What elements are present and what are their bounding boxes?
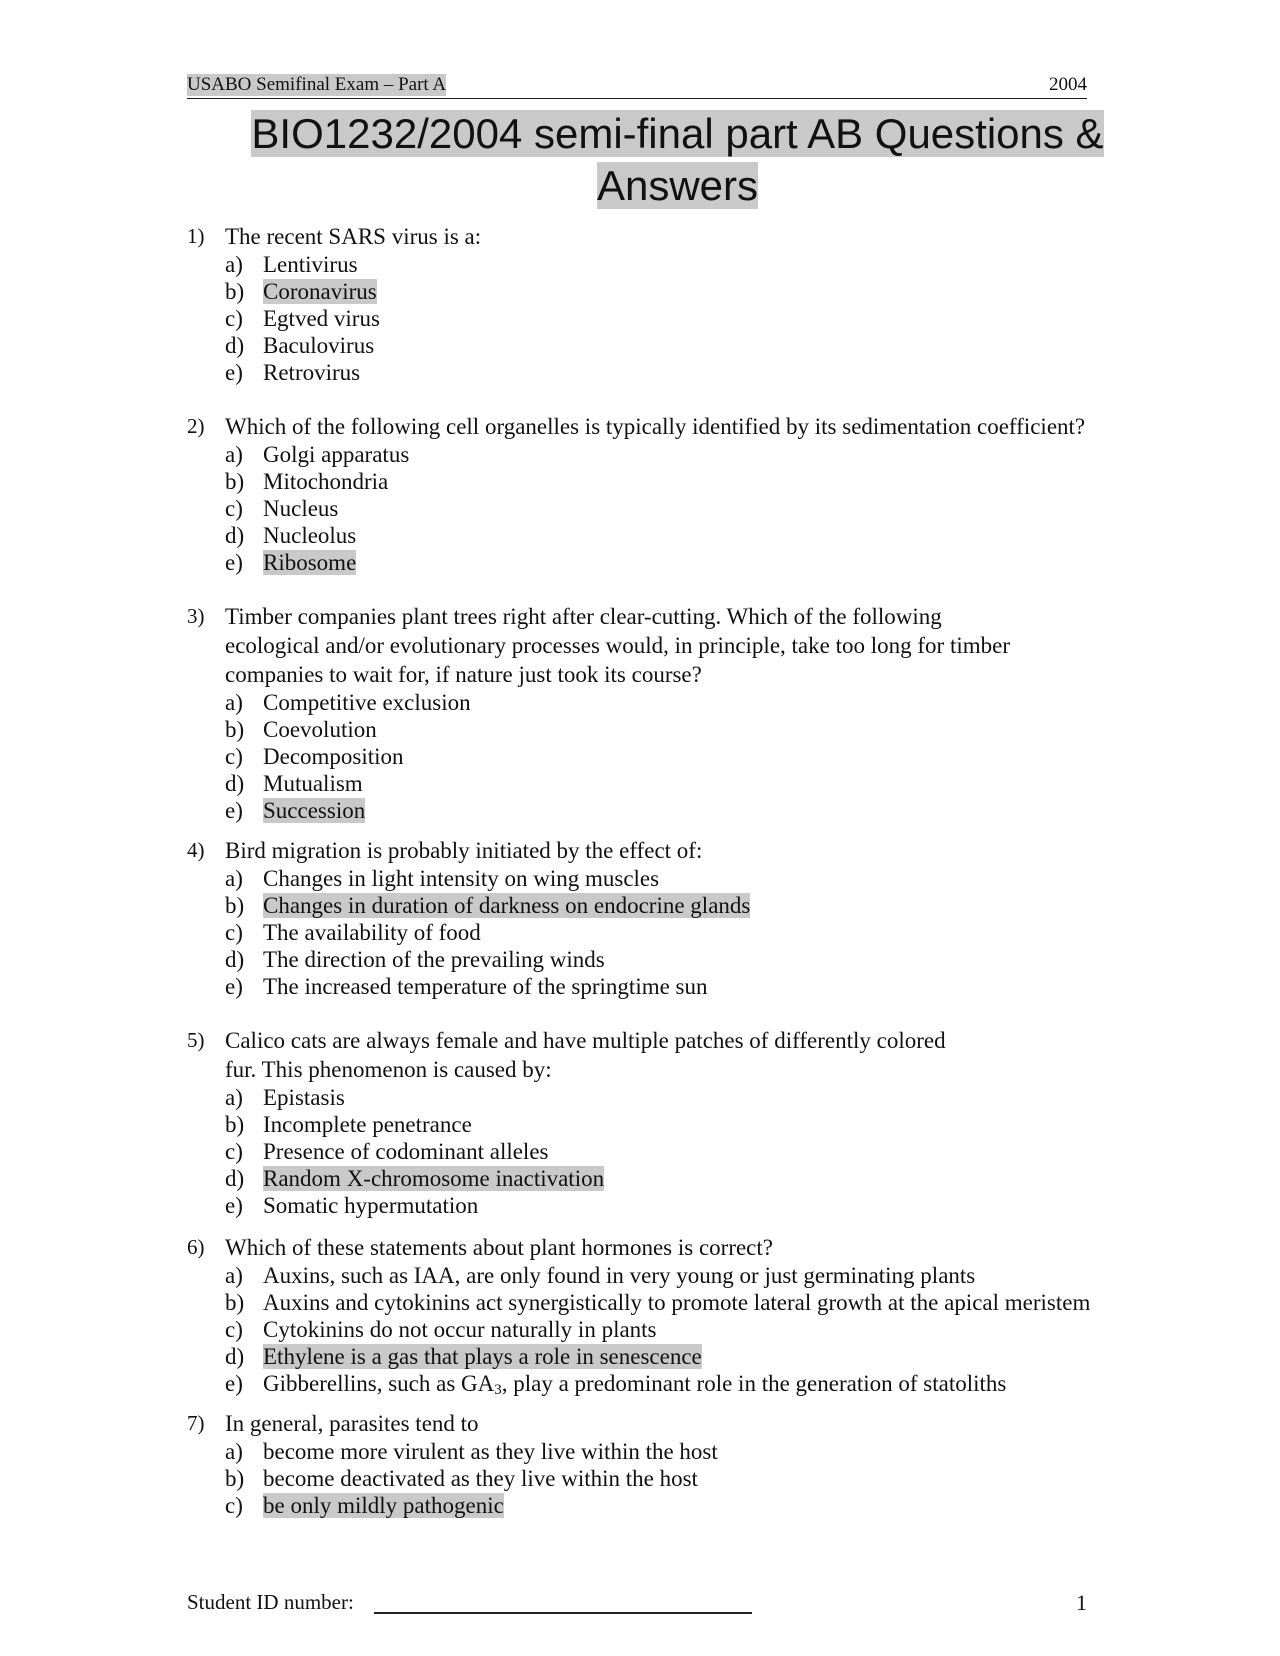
option-text [263, 332, 374, 359]
option-letter: c) [225, 1493, 243, 1518]
option-text [263, 1111, 472, 1138]
option-text-main: Epistasis [263, 1085, 345, 1110]
answer-option [187, 1111, 1187, 1138]
option-text-main: Egtved virus [263, 306, 380, 331]
option-letter: d) [225, 333, 245, 358]
option-text [263, 865, 659, 892]
question-7 [187, 1409, 1187, 1519]
question-number: 7) [187, 1411, 205, 1435]
option-text [263, 716, 377, 743]
option-text-main: be only mildly pathogenic [263, 1493, 504, 1518]
question-stem-line [187, 222, 1187, 251]
option-letter: a) [225, 442, 243, 467]
question-2 [187, 412, 1187, 576]
correct-answer-text [263, 797, 365, 824]
option-text [263, 359, 360, 386]
option-letter: b) [225, 717, 245, 742]
question-text: companies to wait for, if nature just took its course? [225, 662, 702, 687]
option-text-main: Auxins and cytokinins act synergistically to promote lateral growth at the apical meristem [263, 1290, 1091, 1315]
option-text-main: Random X-chromosome inactivation [263, 1166, 605, 1191]
answer-option [187, 251, 1187, 278]
document-title [160, 108, 1195, 212]
option-text-main: become more virulent as they live within the host [263, 1439, 718, 1464]
option-letter: a) [225, 690, 243, 715]
correct-answer-text [263, 1343, 702, 1370]
title-line-1: BIO1232/2004 semi-final part AB Questions & [251, 110, 1104, 157]
answer-option [187, 1084, 1187, 1111]
answer-option [187, 441, 1187, 468]
question-stem-line [187, 1026, 1187, 1055]
question-list [187, 222, 1187, 1519]
option-letter: c) [225, 306, 243, 331]
option-text [263, 770, 363, 797]
option-letter: c) [225, 1139, 243, 1164]
option-letter: e) [225, 798, 243, 823]
question-stem-line [187, 836, 1187, 865]
option-text-main: The increased temperature of the springtime sun [263, 974, 708, 999]
option-letter: a) [225, 866, 243, 891]
option-text-main: The availability of food [263, 920, 481, 945]
question-text: In general, parasites tend to [225, 1411, 479, 1436]
option-letter: c) [225, 1317, 243, 1342]
answer-option [187, 919, 1187, 946]
option-text [263, 1084, 345, 1111]
question-text: Bird migration is probably initiated by the effect of: [225, 838, 703, 863]
question-text: Timber companies plant trees right after clear-cutting. Which of the following [225, 604, 942, 629]
option-letter: b) [225, 279, 245, 304]
option-letter: d) [225, 1344, 245, 1369]
answer-option [187, 1289, 1187, 1316]
question-number: 3) [187, 604, 205, 628]
answer-option [187, 1492, 1187, 1519]
question-text: ecological and/or evolutionary processes would, in principle, take too long for timber [225, 633, 1010, 658]
option-text [263, 495, 338, 522]
option-text-main: Ethylene is a gas that plays a role in senescence [263, 1344, 702, 1369]
option-letter: b) [225, 1290, 245, 1315]
option-text-main: Ribosome [263, 550, 357, 575]
option-text-main: Cytokinins do not occur naturally in plants [263, 1317, 657, 1342]
option-text-main: Lentivirus [263, 252, 358, 277]
question-text: Calico cats are always female and have multiple patches of differently colored [225, 1028, 946, 1053]
option-letter: a) [225, 1439, 243, 1464]
option-text-main: Incomplete penetrance [263, 1112, 472, 1137]
answer-option [187, 1262, 1187, 1289]
answer-option [187, 1138, 1187, 1165]
correct-answer-text [263, 1492, 504, 1519]
option-letter: e) [225, 1193, 243, 1218]
correct-answer-text [263, 1165, 604, 1192]
option-letter: a) [225, 1263, 243, 1288]
student-id-blank[interactable] [374, 1612, 752, 1614]
option-text [263, 1370, 1006, 1401]
question-number: 5) [187, 1028, 205, 1052]
title-line-2: Answers [596, 162, 759, 209]
option-text [263, 743, 404, 770]
option-text-tail: , play a predominant role in the generation of statoliths [501, 1371, 1007, 1396]
option-text [263, 1138, 548, 1165]
header-left-text: USABO Semifinal Exam – Part A [187, 74, 447, 95]
answer-option [187, 1316, 1187, 1343]
header-year: 2004 [1049, 74, 1087, 95]
option-text-main: Coevolution [263, 717, 377, 742]
answer-option [187, 743, 1187, 770]
question-5 [187, 1026, 1187, 1219]
option-text-main: Somatic hypermutation [263, 1193, 479, 1218]
answer-option [187, 522, 1187, 549]
option-text [263, 919, 481, 946]
option-letter: c) [225, 744, 243, 769]
option-text [263, 946, 605, 973]
option-subscript: 3 [494, 1382, 502, 1398]
question-stem-line [187, 412, 1187, 441]
answer-option [187, 865, 1187, 892]
answer-option [187, 495, 1187, 522]
question-number: 6) [187, 1235, 205, 1259]
option-text-main: Nucleolus [263, 523, 357, 548]
option-letter: c) [225, 496, 243, 521]
option-letter: a) [225, 252, 243, 277]
question-stem-line [187, 660, 1187, 689]
option-text-main: Succession [263, 798, 366, 823]
option-text-main: Coronavirus [263, 279, 377, 304]
question-stem-line [187, 631, 1187, 660]
option-text [263, 251, 358, 278]
option-letter: c) [225, 920, 243, 945]
question-text: Which of the following cell organelles is typically identified by its sedimentation coefficient? [225, 414, 1086, 439]
option-text [263, 1192, 478, 1219]
answer-option [187, 770, 1187, 797]
option-text-main: Competitive exclusion [263, 690, 471, 715]
option-text [263, 1316, 657, 1343]
option-text-main: Nucleus [263, 496, 339, 521]
question-text: fur. This phenomenon is caused by: [225, 1057, 552, 1082]
option-letter: e) [225, 974, 243, 999]
question-1 [187, 222, 1187, 386]
option-letter: e) [225, 1371, 243, 1396]
option-text [263, 1289, 1090, 1316]
option-text-main: Baculovirus [263, 333, 375, 358]
option-text-main: Gibberellins, such as GA [263, 1371, 495, 1396]
answer-option [187, 278, 1187, 305]
option-letter: e) [225, 550, 243, 575]
question-text: The recent SARS virus is a: [225, 224, 482, 249]
page-header [187, 74, 1087, 99]
option-text-main: Mutualism [263, 771, 363, 796]
option-text [263, 689, 471, 716]
question-number: 2) [187, 414, 205, 438]
option-text-main: Mitochondria [263, 469, 389, 494]
option-text [263, 1438, 718, 1465]
question-4 [187, 836, 1187, 1000]
option-text-main: The direction of the prevailing winds [263, 947, 605, 972]
question-stem-line [187, 1409, 1187, 1438]
answer-option [187, 716, 1187, 743]
student-id-label: Student ID number: [187, 1590, 354, 1614]
option-text-main: Decomposition [263, 744, 404, 769]
answer-option [187, 1370, 1187, 1397]
answer-option [187, 946, 1187, 973]
question-number: 4) [187, 838, 205, 862]
answer-option [187, 1192, 1187, 1219]
question-stem-line [187, 602, 1187, 631]
question-number: 1) [187, 224, 205, 248]
option-letter: b) [225, 1466, 245, 1491]
answer-option [187, 1343, 1187, 1370]
option-letter: e) [225, 360, 243, 385]
question-stem-line [187, 1233, 1187, 1262]
option-letter: d) [225, 771, 245, 796]
page-number: 1 [1076, 1590, 1087, 1615]
answer-option [187, 892, 1187, 919]
option-letter: d) [225, 1166, 245, 1191]
option-text [263, 1465, 698, 1492]
question-text: Which of these statements about plant hormones is correct? [225, 1235, 773, 1260]
option-text [263, 973, 708, 1000]
answer-option [187, 1465, 1187, 1492]
option-letter: b) [225, 1112, 245, 1137]
option-text-main: Presence of codominant alleles [263, 1139, 549, 1164]
option-text [263, 468, 388, 495]
option-letter: d) [225, 523, 245, 548]
option-letter: a) [225, 1085, 243, 1110]
correct-answer-text [263, 549, 356, 576]
question-stem-line [187, 1055, 1187, 1084]
answer-option [187, 1438, 1187, 1465]
option-letter: d) [225, 947, 245, 972]
option-text-main: Changes in light intensity on wing muscles [263, 866, 660, 891]
correct-answer-text [263, 278, 377, 305]
option-text-main: Auxins, such as IAA, are only found in very young or just germinating plants [263, 1263, 976, 1288]
answer-option [187, 468, 1187, 495]
option-letter: b) [225, 893, 245, 918]
question-3 [187, 602, 1187, 824]
option-text-main: Golgi apparatus [263, 442, 410, 467]
page-footer [187, 1590, 1087, 1618]
correct-answer-text [263, 892, 750, 919]
option-text [263, 522, 356, 549]
option-text [263, 441, 409, 468]
option-text-main: become deactivated as they live within the host [263, 1466, 698, 1491]
option-text-main: Retrovirus [263, 360, 361, 385]
option-text [263, 305, 380, 332]
option-text-main: Changes in duration of darkness on endocrine glands [263, 893, 751, 918]
answer-option [187, 689, 1187, 716]
option-letter: b) [225, 469, 245, 494]
answer-option [187, 797, 1187, 824]
question-6 [187, 1233, 1187, 1397]
option-text [263, 1262, 975, 1289]
answer-option [187, 359, 1187, 386]
answer-option [187, 305, 1187, 332]
answer-option [187, 549, 1187, 576]
answer-option [187, 332, 1187, 359]
answer-option [187, 973, 1187, 1000]
answer-option [187, 1165, 1187, 1192]
